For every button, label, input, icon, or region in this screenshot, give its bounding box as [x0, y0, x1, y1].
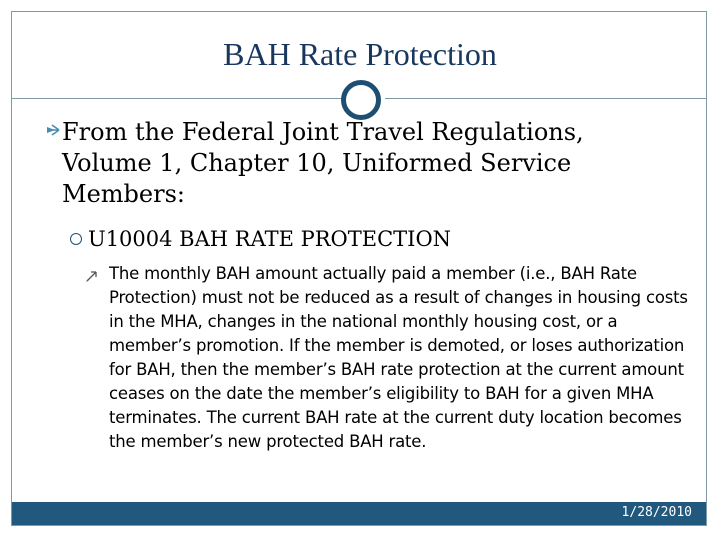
level3-bullet-text: The monthly BAH amount actually paid a member (i.e., BAH Rate Protection) must not be reduced as a result of changes in housing costs in the MHA, changes in the national monthly housing cost, or a member’s promotion. If the member is demoted, or loses authorization for BAH, then the member’s BAH rate protection at the current amount ceases on the date the member’s eligibility to BAH for a given MHA terminates. The current BAH rate at the current duty location becomes the member’s new protected BAH rate.	[109, 264, 688, 451]
level1-bullet-icon	[46, 124, 60, 136]
footer-date: 1/28/2010	[621, 505, 692, 520]
title-divider-right	[385, 98, 706, 99]
level2-bullet-icon	[70, 233, 82, 245]
title-divider-left	[12, 98, 342, 99]
divider-ring-icon	[341, 80, 381, 120]
level3-bullet-icon	[84, 268, 100, 284]
footer-bar	[12, 502, 706, 525]
slide-title: BAH Rate Protection	[223, 36, 497, 72]
level1-bullet-text: From the Federal Joint Travel Regulations, Volume 1, Chapter 10, Uniformed Service Members:	[62, 118, 584, 208]
level2-bullet-text: U10004 BAH RATE PROTECTION	[88, 227, 452, 251]
